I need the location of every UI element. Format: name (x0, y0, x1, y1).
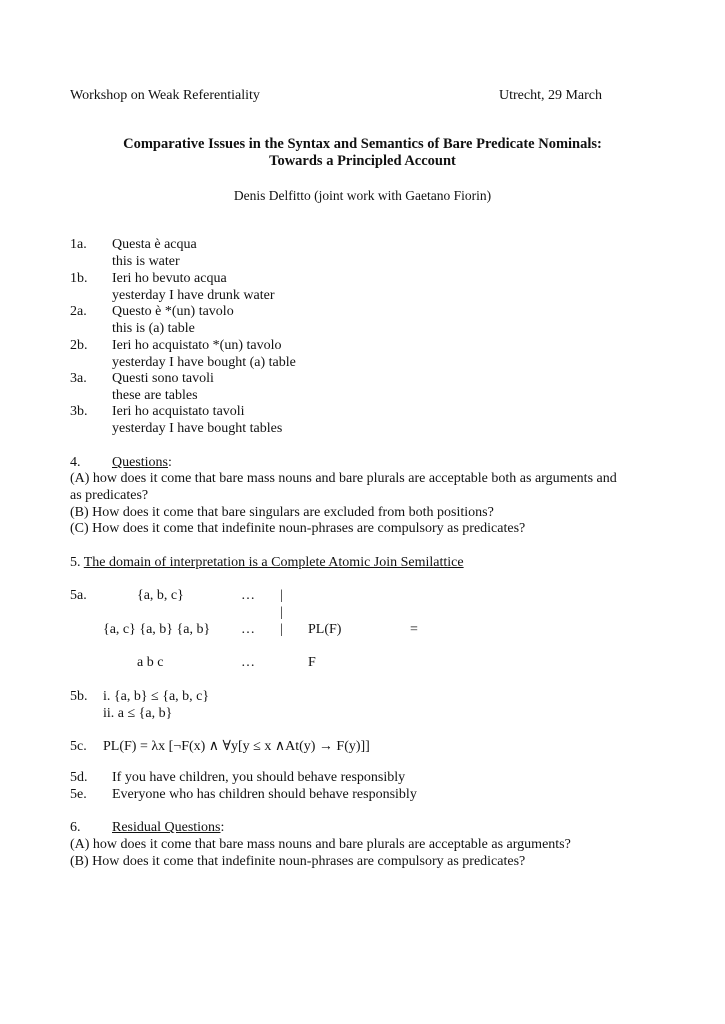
question-line: (B) How does it come that bare singulars are excluded from both positions? (70, 505, 494, 520)
section-4-number: 4. (70, 455, 81, 470)
example-number: 2b. (70, 338, 88, 353)
section-5-heading (70, 554, 464, 571)
lattice-ellipsis: … (241, 622, 255, 637)
example-number: 1a. (70, 237, 87, 252)
author-line: Denis Delfitto (joint work with Gaetano Fiorin) (233, 188, 492, 203)
question-line: as predicates? (70, 488, 149, 503)
lattice-f: F (308, 655, 316, 670)
example-gloss: this is water (112, 254, 180, 269)
example-number: 1b. (70, 271, 88, 286)
residual-question-line: (B) How does it come that indefinite noun-phrases are compulsory as predicates? (70, 854, 526, 869)
example-5b-ii: ii. a ≤ {a, b} (103, 706, 173, 721)
lattice-middle-sets: {a, c} {a, b} {a, b} (103, 622, 211, 637)
example-5e-text: Everyone who has children should behave responsibly (112, 787, 417, 802)
section-4-colon: : (168, 455, 172, 470)
section-5-number: 5. (70, 555, 81, 570)
header-date: Utrecht, 29 March (499, 88, 603, 103)
example-text: Ieri ho acquistato *(un) tavolo (112, 338, 282, 353)
section-4-heading (112, 454, 172, 471)
lattice-pl-f: PL(F) (308, 622, 342, 637)
example-gloss: these are tables (112, 388, 198, 403)
example-gloss: this is (a) table (112, 321, 195, 336)
lattice-bar: | (280, 588, 283, 603)
title-line-1: Comparative Issues in the Syntax and Semantics of Bare Predicate Nominals: (123, 136, 602, 152)
section-4-heading-text: Questions (112, 455, 168, 470)
lattice-bar: | (280, 605, 283, 620)
example-gloss: yesterday I have drunk water (112, 288, 275, 303)
example-5b-i: i. {a, b} ≤ {a, b, c} (103, 689, 210, 704)
section-5-heading-text: The domain of interpretation is a Complete Atomic Join Semilattice (83, 555, 464, 570)
example-text: Questa è acqua (112, 237, 197, 252)
example-number: 2a. (70, 304, 87, 319)
section-6-number: 6. (70, 820, 81, 835)
example-text: Ieri ho acquistato tavoli (112, 404, 245, 419)
example-text: Ieri ho bevuto acqua (112, 271, 227, 286)
example-5b-label: 5b. (70, 689, 88, 704)
example-5c-label: 5c. (70, 739, 87, 754)
example-gloss: yesterday I have bought tables (112, 421, 283, 436)
residual-question-line: (A) how does it come that bare mass nouns and bare plurals are acceptable as arguments? (70, 837, 571, 852)
example-text: Questo è *(un) tavolo (112, 304, 234, 319)
question-line: (C) How does it come that indefinite noun-phrases are compulsory as predicates? (70, 521, 526, 536)
lattice-label: 5a. (70, 588, 87, 603)
example-gloss: yesterday I have bought (a) table (112, 355, 296, 370)
lattice-equals: = (410, 622, 418, 637)
lattice-atoms: a b c (137, 655, 164, 670)
example-5d-text: If you have children, you should behave responsibly (112, 770, 406, 785)
lattice-bar: | (280, 622, 283, 637)
section-6-colon: : (220, 820, 225, 835)
question-line: (A) how does it come that bare mass nouns and bare plurals are acceptable both as arguments and (70, 471, 617, 486)
example-number: 3a. (70, 371, 87, 386)
header-workshop: Workshop on Weak Referentiality (70, 88, 260, 103)
lattice-top-set: {a, b, c} (137, 588, 184, 603)
example-5d-label: 5d. (70, 770, 88, 785)
example-5e-label: 5e. (70, 787, 87, 802)
lattice-ellipsis: … (241, 655, 255, 670)
section-6-heading (112, 819, 224, 836)
example-text: Questi sono tavoli (112, 371, 214, 386)
example-number: 3b. (70, 404, 88, 419)
example-5c-formula: PL(F) = λx [¬F(x) ∧ ∀y[y ≤ x ∧At(y) → F(y)]] (103, 739, 370, 754)
lattice-ellipsis: … (241, 588, 255, 603)
title-line-2: Towards a Principled Account (269, 153, 456, 169)
section-6-heading-text: Residual Questions (112, 820, 221, 835)
